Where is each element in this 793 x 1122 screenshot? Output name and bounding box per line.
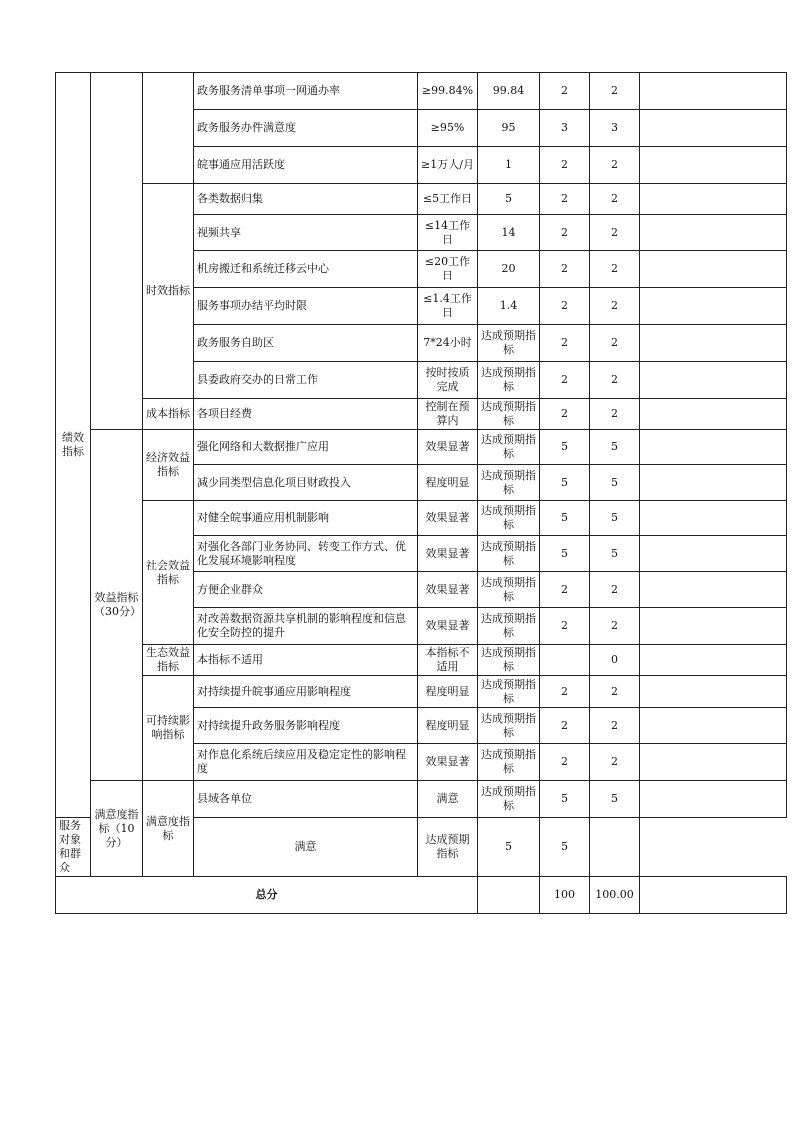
- indicator-score: 2: [590, 325, 640, 362]
- indicator-name: 服务事项办结平均时限: [194, 288, 418, 325]
- indicator-weight: 5: [540, 501, 590, 536]
- indicator-note: [640, 325, 787, 362]
- output-category-cell: [91, 73, 143, 430]
- indicator-score: 2: [590, 676, 640, 708]
- indicator-actual: 达成预期指标: [478, 645, 540, 676]
- table-row: [56, 501, 787, 536]
- indicator-note: [640, 215, 787, 251]
- indicator-weight: 2: [540, 184, 590, 215]
- benefit-category-label: 效益指标（30分）: [91, 430, 143, 781]
- indicator-weight: 2: [540, 676, 590, 708]
- indicator-weight: 2: [540, 572, 590, 608]
- indicator-note: [640, 645, 787, 676]
- indicator-note: [640, 288, 787, 325]
- indicator-actual: 99.84: [478, 73, 540, 110]
- indicator-target: 满意: [194, 818, 418, 877]
- indicator-actual: 达成预期指标: [478, 465, 540, 501]
- indicator-target: 程度明显: [418, 708, 478, 744]
- indicator-actual: 95: [478, 110, 540, 147]
- indicator-weight: 2: [540, 288, 590, 325]
- indicator-weight: 2: [540, 73, 590, 110]
- indicator-note: [640, 572, 787, 608]
- indicator-target: 程度明显: [418, 465, 478, 501]
- indicator-name: 各类数据归集: [194, 184, 418, 215]
- indicator-target: 效果显著: [418, 608, 478, 645]
- indicator-actual: 达成预期指标: [478, 399, 540, 430]
- table-row: [56, 184, 787, 215]
- indicator-name: 皖事通应用活跃度: [194, 147, 418, 184]
- indicator-name: 县域各单位: [194, 781, 418, 818]
- social-subcategory-label: 社会效益指标: [143, 501, 194, 645]
- economic-subcategory-label: 经济效益指标: [143, 430, 194, 501]
- indicator-score: 5: [590, 465, 640, 501]
- indicator-actual: 达成预期指标: [478, 325, 540, 362]
- indicator-weight: 5: [540, 781, 590, 818]
- total-row: [56, 877, 787, 914]
- indicator-name: 政务服务自助区: [194, 325, 418, 362]
- table-row: [56, 645, 787, 676]
- indicator-score: 5: [590, 430, 640, 465]
- total-score: 100.00: [590, 877, 640, 914]
- indicator-note: [640, 399, 787, 430]
- indicator-actual: 达成预期指标: [418, 818, 478, 877]
- indicator-name: 本指标不适用: [194, 645, 418, 676]
- indicator-actual: 达成预期指标: [478, 362, 540, 399]
- indicator-target: 效果显著: [418, 744, 478, 781]
- indicator-note: [640, 676, 787, 708]
- indicator-actual: 5: [478, 184, 540, 215]
- indicator-target: ≤5工作日: [418, 184, 478, 215]
- indicator-note: [640, 465, 787, 501]
- indicator-name: 视频共享: [194, 215, 418, 251]
- level1-label: 绩效指标: [56, 73, 91, 818]
- indicator-name: 服务对象和群众: [56, 818, 91, 877]
- indicator-target: 效果显著: [418, 536, 478, 572]
- total-label: 总分: [56, 877, 478, 914]
- indicator-actual: 达成预期指标: [478, 744, 540, 781]
- indicator-note: [640, 251, 787, 288]
- indicator-target: ≥95%: [418, 110, 478, 147]
- indicator-score: 5: [590, 536, 640, 572]
- indicator-score: 5: [590, 501, 640, 536]
- indicator-name: 县委政府交办的日常工作: [194, 362, 418, 399]
- indicator-weight: 2: [540, 399, 590, 430]
- indicator-note: [640, 73, 787, 110]
- performance-table: [55, 72, 787, 914]
- indicator-weight: 5: [478, 818, 540, 877]
- table-row: [56, 399, 787, 430]
- indicator-target: 满意: [418, 781, 478, 818]
- indicator-target: ≤14工作日: [418, 215, 478, 251]
- indicator-actual: 达成预期指标: [478, 676, 540, 708]
- indicator-weight: 2: [540, 608, 590, 645]
- total-note: [640, 877, 787, 914]
- indicator-name: 对持续提升皖事通应用影响程度: [194, 676, 418, 708]
- indicator-weight: 5: [540, 430, 590, 465]
- indicator-note: [640, 744, 787, 781]
- indicator-weight: 2: [540, 744, 590, 781]
- indicator-target: ≥1万人/月: [418, 147, 478, 184]
- indicator-target: 7*24小时: [418, 325, 478, 362]
- indicator-note: [640, 708, 787, 744]
- indicator-score: 2: [590, 184, 640, 215]
- indicator-actual: 20: [478, 251, 540, 288]
- indicator-score: 2: [590, 73, 640, 110]
- time-subcategory-label: 时效指标: [143, 184, 194, 399]
- indicator-actual: 达成预期指标: [478, 608, 540, 645]
- indicator-weight: 5: [540, 465, 590, 501]
- indicator-score: 2: [590, 251, 640, 288]
- total-empty-cell: [478, 877, 540, 914]
- table-row: [56, 781, 787, 818]
- indicator-target: 控制在预算内: [418, 399, 478, 430]
- indicator-note: [640, 781, 787, 818]
- indicator-score: 2: [590, 572, 640, 608]
- indicator-weight: 5: [540, 536, 590, 572]
- indicator-actual: 达成预期指标: [478, 501, 540, 536]
- indicator-note: [640, 536, 787, 572]
- indicator-weight: 2: [540, 251, 590, 288]
- indicator-name: 方便企业群众: [194, 572, 418, 608]
- indicator-target: ≤1.4工作日: [418, 288, 478, 325]
- indicator-actual: 达成预期指标: [478, 572, 540, 608]
- indicator-actual: 1.4: [478, 288, 540, 325]
- indicator-actual: 达成预期指标: [478, 536, 540, 572]
- satisfaction-category-label: 满意度指标（10分）: [91, 781, 143, 877]
- indicator-actual: 达成预期指标: [478, 781, 540, 818]
- indicator-actual: 1: [478, 147, 540, 184]
- indicator-name: 对持续提升政务服务影响程度: [194, 708, 418, 744]
- cost-subcategory-label: 成本指标: [143, 399, 194, 430]
- indicator-target: 按时按质完成: [418, 362, 478, 399]
- indicator-weight: [540, 645, 590, 676]
- indicator-note: [640, 362, 787, 399]
- ecological-subcategory-label: 生态效益指标: [143, 645, 194, 676]
- indicator-score: 5: [540, 818, 590, 877]
- indicator-score: 2: [590, 215, 640, 251]
- indicator-score: 2: [590, 744, 640, 781]
- indicator-score: 2: [590, 362, 640, 399]
- indicator-name: 各项目经费: [194, 399, 418, 430]
- indicator-weight: 3: [540, 110, 590, 147]
- indicator-actual: 达成预期指标: [478, 708, 540, 744]
- indicator-target: 效果显著: [418, 501, 478, 536]
- table-row: [56, 676, 787, 708]
- indicator-score: 3: [590, 110, 640, 147]
- indicator-name: 强化网络和大数据推广应用: [194, 430, 418, 465]
- indicator-weight: 2: [540, 325, 590, 362]
- indicator-target: ≥99.84%: [418, 73, 478, 110]
- indicator-note: [590, 818, 640, 877]
- satisfaction-subcategory-label: 满意度指标: [143, 781, 194, 877]
- indicator-note: [640, 147, 787, 184]
- indicator-name: 减少同类型信息化项目财政投入: [194, 465, 418, 501]
- quality-subcategory-cell: [143, 73, 194, 184]
- indicator-weight: 2: [540, 708, 590, 744]
- indicator-weight: 2: [540, 215, 590, 251]
- indicator-name: 政务服务清单事项一网通办率: [194, 73, 418, 110]
- indicator-name: 对强化各部门业务协同、转变工作方式、优化发展环境影响程度: [194, 536, 418, 572]
- indicator-actual: 达成预期指标: [478, 430, 540, 465]
- indicator-note: [640, 608, 787, 645]
- indicator-target: 效果显著: [418, 430, 478, 465]
- indicator-score: 2: [590, 399, 640, 430]
- indicator-target: 本指标不适用: [418, 645, 478, 676]
- indicator-score: 2: [590, 147, 640, 184]
- indicator-name: 对改善数据资源共享机制的影响程度和信息化安全防控的提升: [194, 608, 418, 645]
- sustainability-subcategory-label: 可持续影响指标: [143, 676, 194, 781]
- indicator-note: [640, 184, 787, 215]
- indicator-score: 5: [590, 781, 640, 818]
- indicator-weight: 2: [540, 362, 590, 399]
- indicator-name: 对健全皖事通应用机制影响: [194, 501, 418, 536]
- indicator-score: 0: [590, 645, 640, 676]
- total-weight: 100: [540, 877, 590, 914]
- indicator-score: 2: [590, 708, 640, 744]
- indicator-target: ≤20工作日: [418, 251, 478, 288]
- table-row: [56, 430, 787, 465]
- indicator-score: 2: [590, 288, 640, 325]
- indicator-actual: 14: [478, 215, 540, 251]
- indicator-name: 政务服务办件满意度: [194, 110, 418, 147]
- indicator-name: 机房搬迁和系统迁移云中心: [194, 251, 418, 288]
- indicator-note: [640, 110, 787, 147]
- indicator-weight: 2: [540, 147, 590, 184]
- indicator-name: 对作息化系统后续应用及稳定定性的影响程度: [194, 744, 418, 781]
- indicator-note: [640, 430, 787, 465]
- indicator-note: [640, 501, 787, 536]
- indicator-target: 程度明显: [418, 676, 478, 708]
- indicator-target: 效果显著: [418, 572, 478, 608]
- table-row: [56, 73, 787, 110]
- indicator-score: 2: [590, 608, 640, 645]
